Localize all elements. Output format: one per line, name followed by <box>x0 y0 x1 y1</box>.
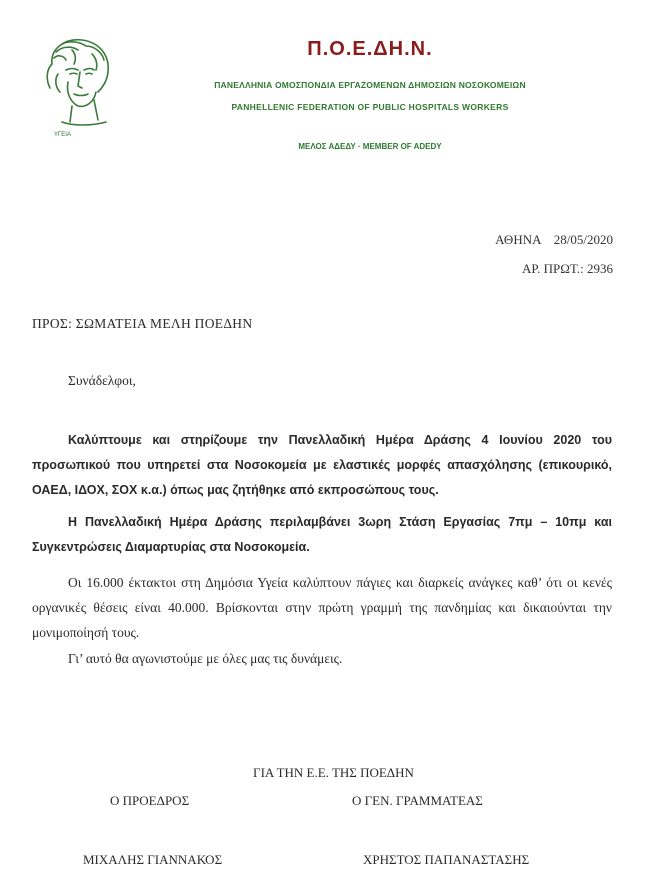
protocol-number: ΑΡ. ΠΡΩΤ.: 2936 <box>521 261 613 276</box>
recipient-line: ΠΡΟΣ: ΣΩΜΑΤΕΙΑ ΜΕΛΗ ΠΟΕΔΗΝ <box>32 316 253 331</box>
org-name-greek: ΠΑΝΕΛΛΗΝΙΑ ΟΜΟΣΠΟΝΔΙΑ ΕΡΓΑΖΟΜΕΝΩΝ ΔΗΜΟΣΙΩΝ ΝΟΣΟΚΟΜΕΙΩΝ <box>214 80 526 90</box>
org-name-english: PANHELLENIC FEDERATION OF PUBLIC HOSPITALS WORKERS <box>231 102 509 112</box>
place-date: ΑΘΗΝΑ 28/05/2020 <box>495 232 613 247</box>
greeting: Συνάδελφοι, <box>68 373 136 388</box>
signatory-role-president: Ο ΠΡΟΕΔΡΟΣ <box>110 793 190 808</box>
signatory-name-president: ΜΙΧΑΛΗΣ ΓΙΑΝΝΑΚΟΣ <box>83 852 223 867</box>
paragraph-1: Καλύπτουμε και στηρίζουμε την Πανελλαδική Ημέρα Δράσης 4 Ιουνίου 2020 του προσωπικού που υπηρετεί στα Νοσοκομεία με ελαστικές μορφές απασχόλησης (επικουρικό, ΟΑΕΔ, ΙΔΟΧ, ΣΟΧ κ.α.) όπως μας ζητήθηκε από εκπροσώπους τους. <box>32 433 612 497</box>
paragraph-2: Η Πανελλαδική Ημέρα Δράσης περιλαμβάνει 3ωρη Στάση Εργασίας 7πμ – 10πμ και Συγκεντρώσεις Διαμαρτυρίας στα Νοσοκομεία. <box>32 515 612 554</box>
signatory-role-secretary: Ο ΓΕΝ. ΓΡΑΜΜΑΤΕΑΣ <box>352 793 483 808</box>
org-title: Π.Ο.Ε.ΔΗ.Ν. <box>307 38 433 60</box>
signature-heading: ΓΙΑ ΤΗΝ Ε.Ε. ΤΗΣ ΠΟΕΔΗΝ <box>253 765 414 780</box>
org-membership: ΜΕΛΟΣ ΑΔΕΔΥ · MEMBER OF ADEDY <box>298 142 442 151</box>
paragraph-4: Γι’ αυτό θα αγωνιστούμε με όλες μας τις δυνάμεις. <box>68 651 343 666</box>
signatory-name-secretary: ΧΡΗΣΤΟΣ ΠΑΠΑΝΑΣΤΑΣΗΣ <box>363 852 530 867</box>
classical-head-icon <box>32 34 118 134</box>
paragraph-3: Οι 16.000 έκτακτοι στη Δημόσια Υγεία καλύπτουν πάγιες και διαρκείς ανάγκες καθ’ ότι οι κενές οργανικές θέσεις είναι 40.000. Βρίσκονται στην πρώτη γραμμή της πανδημίας και δικαιούνται την μονιμοποίησή τους. <box>32 575 612 640</box>
logo-caption: ΥΓΕΙΑ <box>54 132 71 138</box>
